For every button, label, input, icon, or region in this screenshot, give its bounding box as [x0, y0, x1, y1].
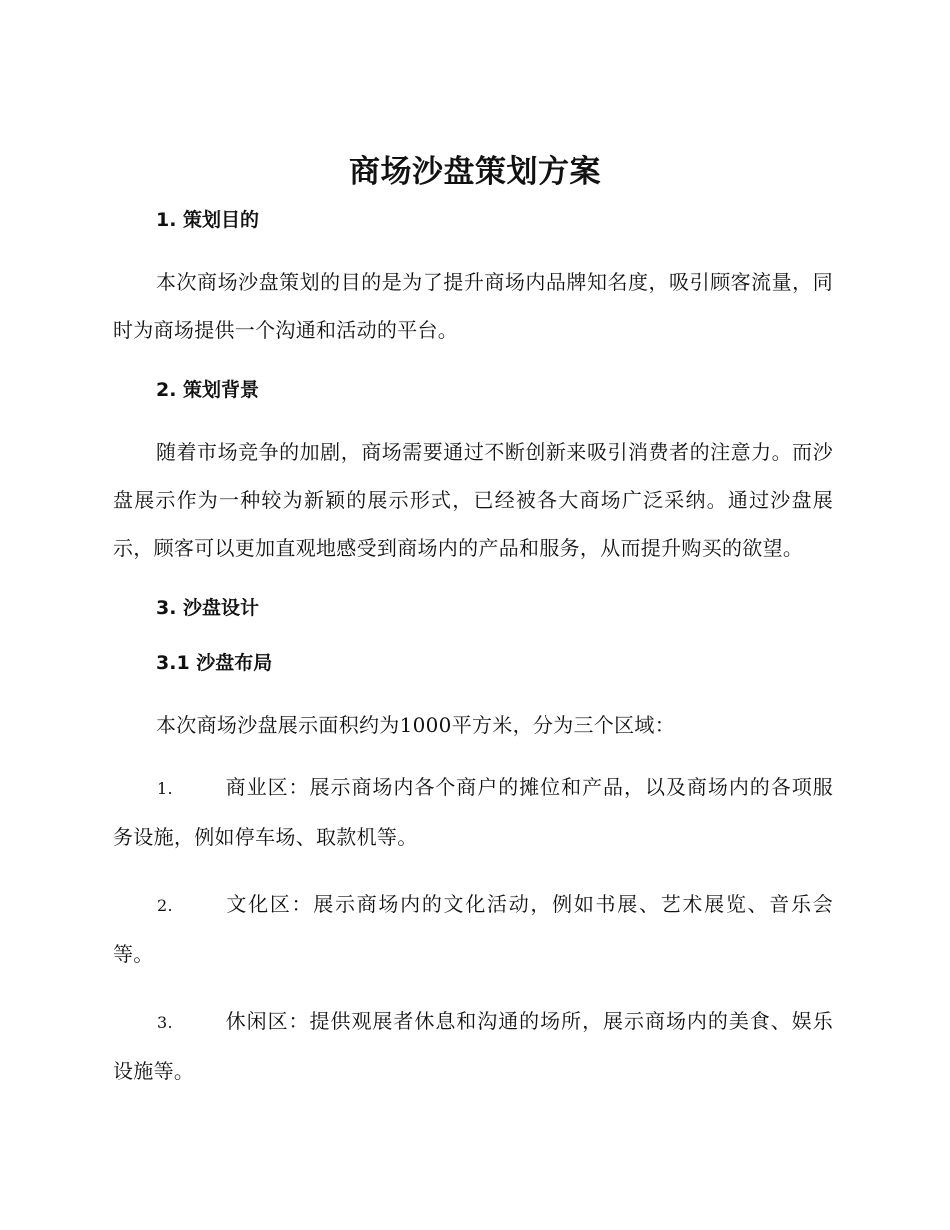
section-paragraph-purpose: 本次商场沙盘策划的目的是为了提升商场内品牌知名度，吸引顾客流量，同时为商场提供一个沟通和活动的平台。 [113, 270, 833, 342]
list-item-text: 商业区：展示商场内各个商户的摊位和产品，以及商场内的各项服务设施，例如停车场、取款机等。 [113, 775, 833, 849]
section-heading-design: 3. 沙盘设计 [156, 597, 260, 619]
list-item [113, 880, 833, 978]
section-heading-purpose: 1. 策划目的 [156, 209, 260, 231]
subsection-paragraph-layout: 本次商场沙盘展示面积约为1000平方米，分为三个区域： [156, 713, 675, 737]
list-item-number: 3. [157, 1013, 173, 1032]
section-paragraph-background: 随着市场竞争的加剧，商场需要通过不断创新来吸引消费者的注意力。而沙盘展示作为一种较为新颖的展示形式，已经被各大商场广泛采纳。通过沙盘展示，顾客可以更加直观地感受到商场内的产品和服务，从而提升购买的欲望。 [113, 440, 833, 560]
list-item [113, 997, 833, 1095]
section-heading-background: 2. 策划背景 [156, 379, 260, 401]
document-title: 商场沙盘策划方案 [349, 154, 601, 190]
list-item-text: 文化区：展示商场内的文化活动，例如书展、艺术展览、音乐会等。 [113, 892, 833, 966]
subsection-heading-layout: 3.1 沙盘布局 [156, 652, 273, 674]
list-item-number: 1. [157, 779, 173, 798]
list-item-text: 休闲区：提供观展者休息和沟通的场所，展示商场内的美食、娱乐设施等。 [113, 1009, 833, 1083]
document-body [113, 203, 833, 1095]
list-item [113, 763, 833, 861]
list-item-number: 2. [157, 896, 173, 915]
